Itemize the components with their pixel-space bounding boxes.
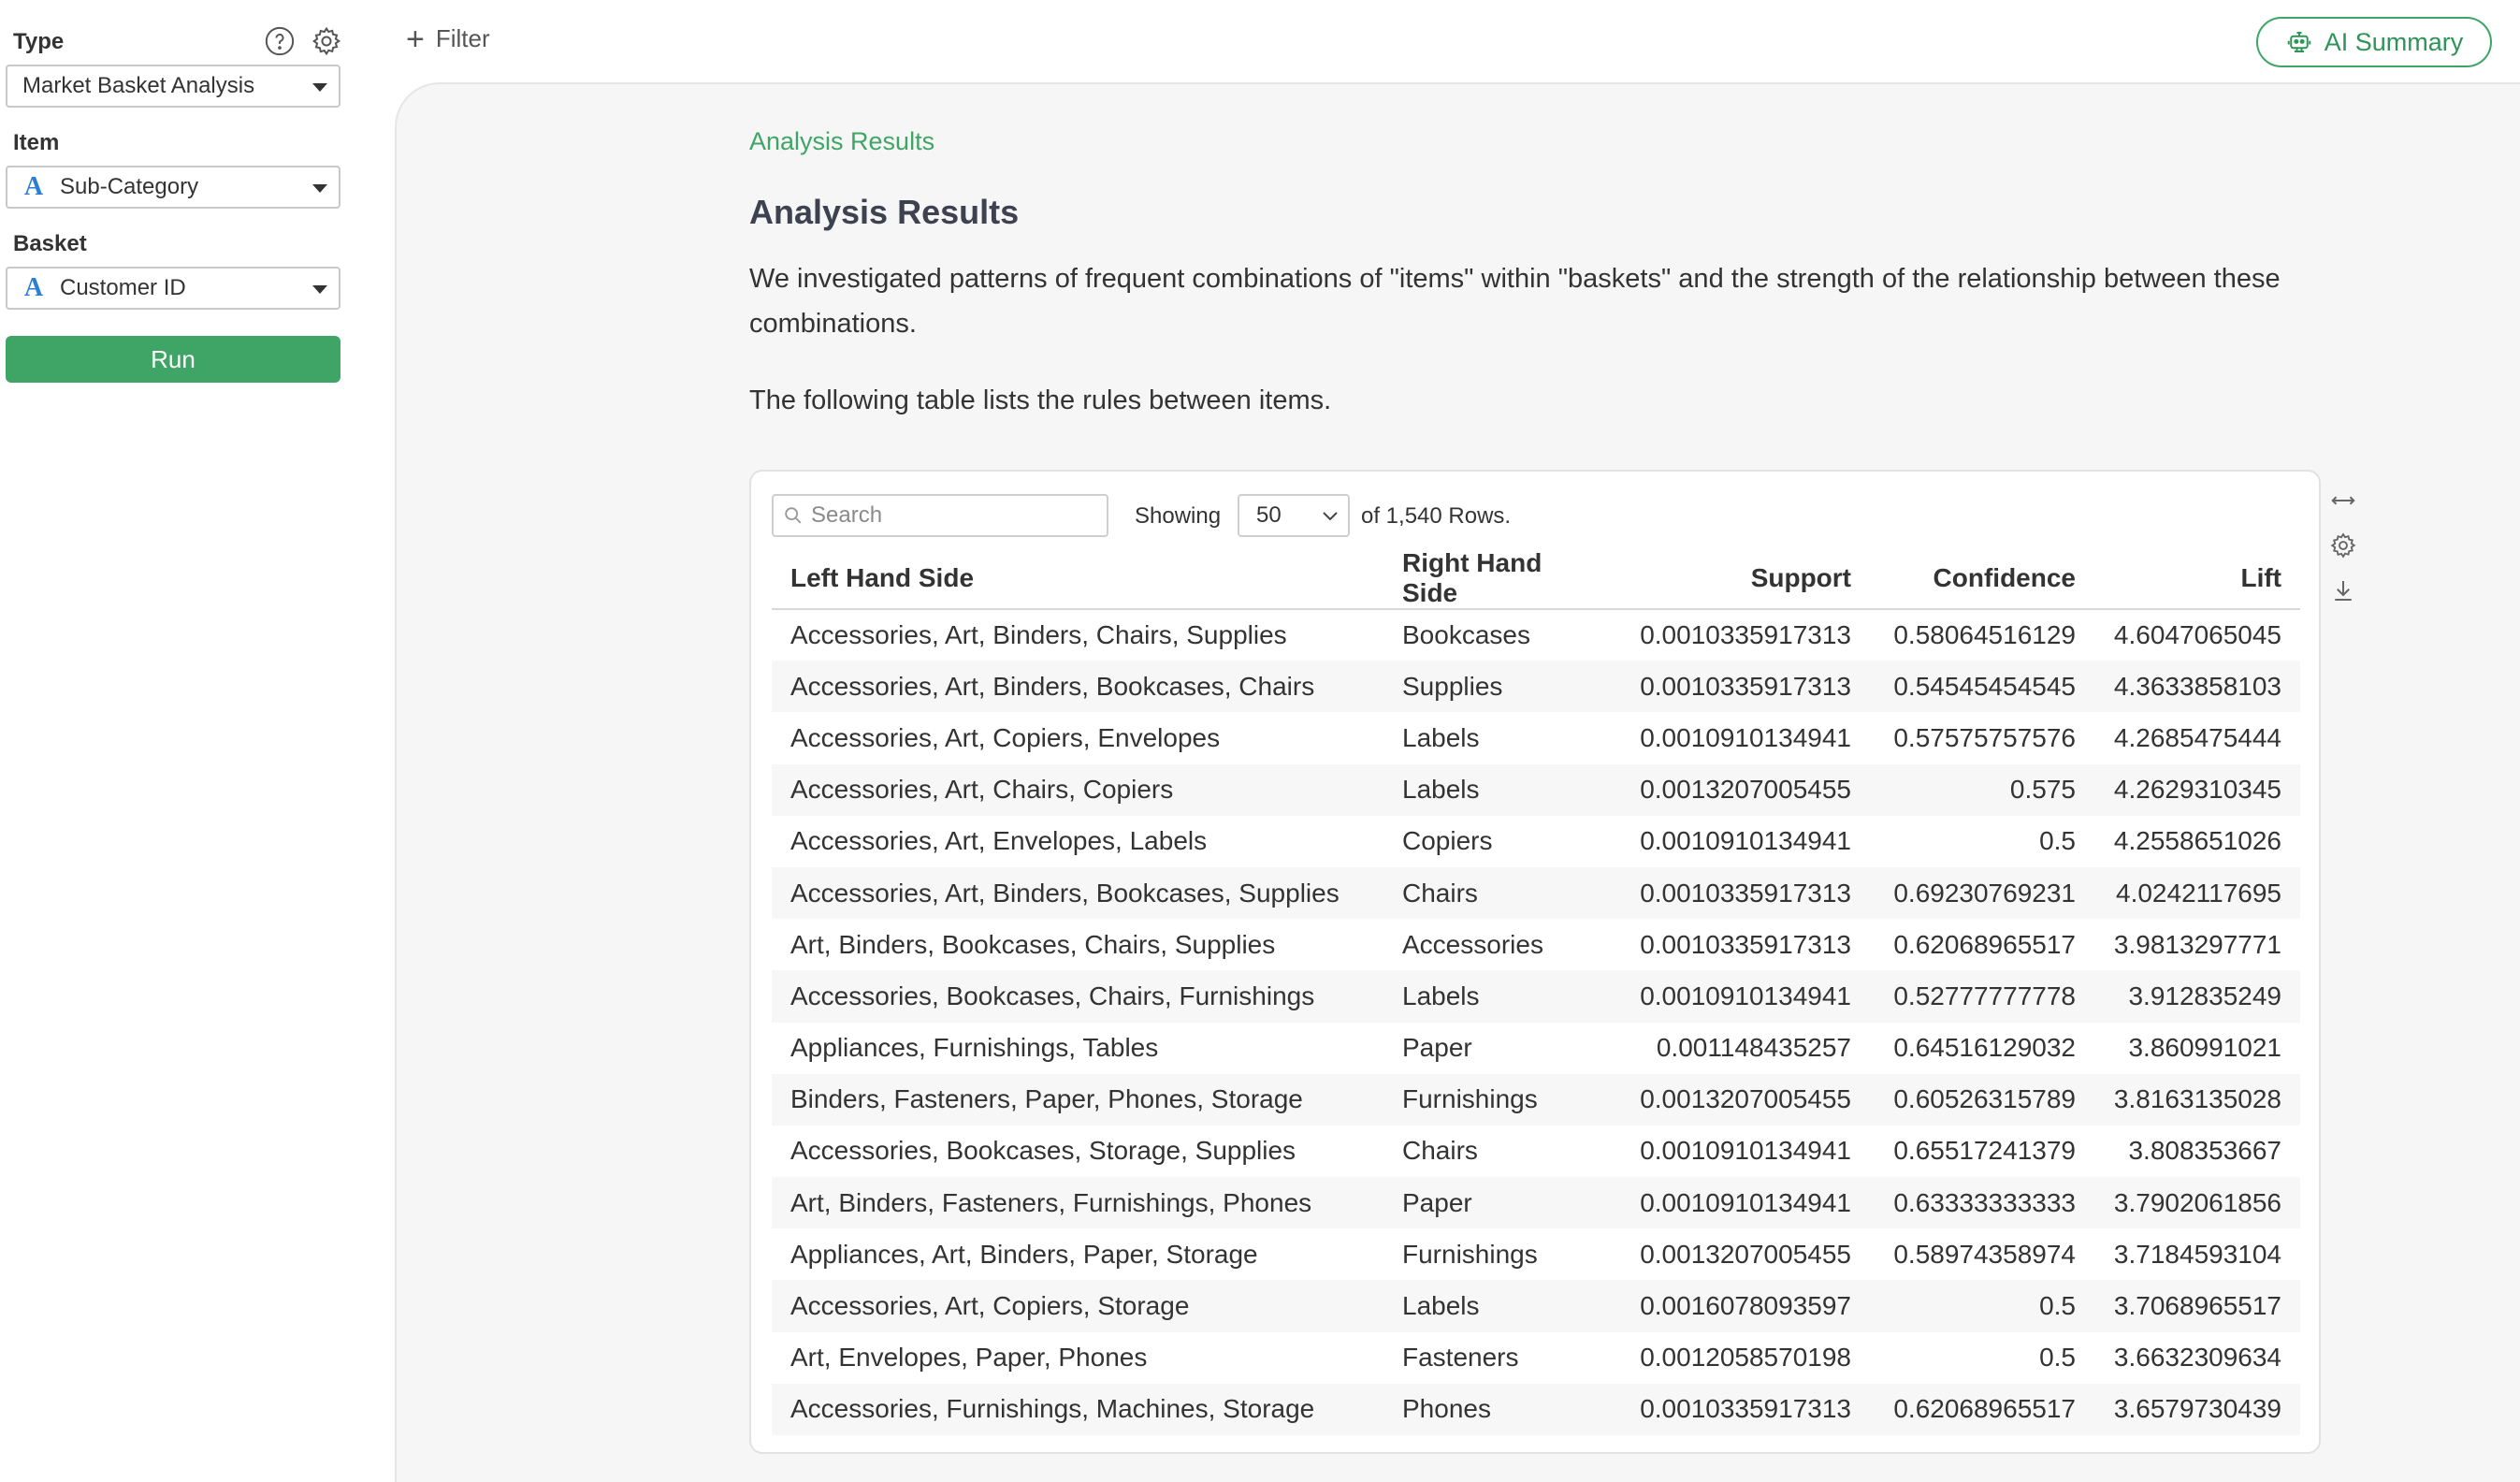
- table-row[interactable]: [772, 867, 2300, 919]
- cell-support: 0.0010910134941: [1640, 722, 1851, 752]
- cell-lhs: Art, Binders, Bookcases, Chairs, Supplies: [790, 929, 1276, 959]
- cell-confidence: 0.575: [1870, 764, 2094, 816]
- cell-confidence: 0.65517241379: [1893, 1136, 2076, 1166]
- cell-lhs: Accessories, Art, Binders, Bookcases, Chairs: [772, 661, 1383, 712]
- page-size-select[interactable]: [1238, 494, 1350, 537]
- cell-rhs: Furnishings: [1383, 1074, 1617, 1126]
- settings-sidebar: [0, 0, 393, 1482]
- cell-confidence: 0.62068965517: [1870, 1384, 2094, 1435]
- cell-support: 0.0010335917313: [1617, 661, 1870, 712]
- cell-confidence: 0.5: [2039, 826, 2076, 856]
- cell-lift: 3.6579730439: [2094, 1384, 2300, 1435]
- item-column-select[interactable]: [6, 166, 340, 209]
- cell-lhs: Accessories, Bookcases, Storage, Supplies: [790, 1136, 1296, 1166]
- cell-confidence: 0.63333333333: [1870, 1177, 2094, 1228]
- cell-lhs: Binders, Fasteners, Paper, Phones, Storage: [772, 1074, 1383, 1126]
- cell-support: 0.0010335917313: [1617, 867, 1870, 919]
- ai-summary-button[interactable]: [2256, 17, 2492, 67]
- analysis-type-select[interactable]: [6, 65, 340, 108]
- table-row[interactable]: [772, 1228, 2300, 1280]
- table-description: The following table lists the rules between items.: [749, 385, 1332, 415]
- cell-rhs: Labels: [1383, 970, 1617, 1022]
- table-row[interactable]: [772, 1384, 2300, 1435]
- cell-support: 0.0010335917313: [1640, 620, 1851, 650]
- robot-icon: [2285, 28, 2313, 56]
- table-search[interactable]: [772, 494, 1108, 537]
- column-header-lift[interactable]: Lift: [2094, 548, 2300, 609]
- cell-lhs: Accessories, Art, Binders, Chairs, Supplies: [790, 620, 1287, 650]
- table-row[interactable]: [772, 764, 2300, 816]
- chevron-down-icon: [312, 184, 327, 193]
- cell-rhs: Furnishings: [1402, 1239, 1538, 1269]
- help-circle-icon[interactable]: [264, 25, 296, 57]
- sidebar-header-icons: [264, 25, 342, 57]
- cell-lift: 3.9813297771: [2113, 929, 2281, 959]
- chevron-down-icon: [312, 83, 327, 92]
- cell-lift: 3.7184593104: [2113, 1239, 2281, 1269]
- cell-confidence: 0.64516129032: [1893, 1033, 2076, 1063]
- item-label: Item: [13, 130, 60, 155]
- cell-support: 0.0013207005455: [1617, 764, 1870, 816]
- text-column-type-icon: A: [23, 273, 44, 302]
- page-title: Analysis Results: [749, 193, 1020, 231]
- table-row[interactable]: [772, 1023, 2300, 1074]
- column-header-rhs[interactable]: Right Hand Side: [1383, 548, 1617, 609]
- run-button[interactable]: Run: [6, 336, 340, 383]
- search-input[interactable]: [811, 502, 1092, 529]
- add-filter-button[interactable]: [406, 21, 490, 57]
- breadcrumb[interactable]: Analysis Results: [749, 127, 935, 155]
- cell-confidence: 0.58974358974: [1893, 1239, 2076, 1269]
- cell-rhs: Chairs: [1383, 867, 1617, 919]
- type-label: Type: [13, 29, 65, 54]
- basket-column-select[interactable]: [6, 267, 340, 310]
- search-icon: [783, 505, 804, 526]
- gear-icon[interactable]: [2329, 531, 2357, 559]
- cell-lift: 3.6632309634: [2113, 1343, 2281, 1373]
- cell-lift: 4.2629310345: [2094, 764, 2300, 816]
- page-size-value: 50: [1256, 502, 1282, 528]
- cell-lift: 3.860991021: [2128, 1033, 2281, 1063]
- cell-lhs: Accessories, Art, Binders, Bookcases, Supplies: [772, 867, 1383, 919]
- cell-lift: 3.912835249: [2094, 970, 2300, 1022]
- expand-horizontal-icon[interactable]: [2329, 487, 2357, 515]
- cell-lift: 4.2685475444: [2113, 722, 2281, 752]
- cell-lhs: Accessories, Art, Copiers, Storage: [772, 1280, 1383, 1331]
- row-count-info: of 1,540 Rows.: [1361, 503, 1512, 529]
- cell-lift: 3.8163135028: [2094, 1074, 2300, 1126]
- cell-support: 0.0010910134941: [1640, 1136, 1851, 1166]
- cell-support: 0.0013207005455: [1640, 1239, 1851, 1269]
- cell-support: 0.0012058570198: [1640, 1343, 1851, 1373]
- cell-support: 0.0013207005455: [1617, 1074, 1870, 1126]
- cell-lhs: Accessories, Art, Envelopes, Labels: [790, 826, 1208, 856]
- chevron-down-icon: [312, 285, 327, 294]
- cell-confidence: 0.54545454545: [1870, 661, 2094, 712]
- table-row[interactable]: [772, 661, 2300, 712]
- cell-rhs: Paper: [1383, 1177, 1617, 1228]
- column-header-confidence[interactable]: Confidence: [1870, 548, 2094, 609]
- analysis-description: We investigated patterns of frequent combinations of "items" within "baskets" and the strength of the relationship between these combinations.: [749, 264, 2281, 339]
- cell-rhs: Fasteners: [1402, 1343, 1519, 1373]
- table-header-row: [772, 548, 2300, 609]
- showing-label: Showing: [1135, 503, 1222, 529]
- text-column-type-icon: A: [23, 172, 44, 201]
- cell-lift: 4.6047065045: [2113, 620, 2281, 650]
- cell-confidence: 0.5: [2039, 1343, 2076, 1373]
- cell-support: 0.0010335917313: [1640, 929, 1851, 959]
- cell-confidence: 0.58064516129: [1893, 620, 2076, 650]
- table-row[interactable]: [772, 609, 2300, 661]
- download-icon[interactable]: [2329, 576, 2357, 604]
- cell-confidence: 0.60526315789: [1870, 1074, 2094, 1126]
- cell-support: 0.001148435257: [1656, 1033, 1851, 1063]
- cell-rhs: Supplies: [1383, 661, 1617, 712]
- rules-table-body: [772, 609, 2300, 1435]
- cell-lhs: Appliances, Art, Binders, Paper, Storage: [790, 1239, 1258, 1269]
- cell-support: 0.0010335917313: [1617, 1384, 1870, 1435]
- cell-support: 0.0016078093597: [1617, 1280, 1870, 1331]
- rules-table: [772, 548, 2300, 1435]
- table-row[interactable]: [772, 919, 2300, 970]
- table-row[interactable]: [772, 816, 2300, 867]
- gear-icon[interactable]: [311, 25, 342, 57]
- chevron-down-icon: [1322, 509, 1339, 522]
- column-header-lhs[interactable]: Left Hand Side: [772, 548, 1383, 609]
- cell-confidence: 0.5: [1870, 1280, 2094, 1331]
- table-row[interactable]: [772, 1126, 2300, 1177]
- cell-lift: 3.808353667: [2128, 1136, 2281, 1166]
- basket-column-value: Customer ID: [60, 275, 186, 300]
- table-side-tools: [2329, 487, 2357, 604]
- cell-rhs: Labels: [1383, 764, 1617, 816]
- cell-rhs: Bookcases: [1402, 620, 1530, 650]
- cell-confidence: 0.57575757576: [1893, 722, 2076, 752]
- table-row[interactable]: [772, 1074, 2300, 1126]
- cell-confidence: 0.62068965517: [1893, 929, 2076, 959]
- cell-lift: 4.2558651026: [2113, 826, 2281, 856]
- cell-rhs: Paper: [1402, 1033, 1472, 1063]
- cell-lhs: Art, Binders, Fasteners, Furnishings, Phones: [772, 1177, 1383, 1228]
- cell-lhs: Accessories, Furnishings, Machines, Storage: [772, 1384, 1383, 1435]
- cell-rhs: Phones: [1383, 1384, 1617, 1435]
- table-row[interactable]: [772, 1332, 2300, 1384]
- cell-rhs: Labels: [1402, 722, 1480, 752]
- cell-lhs: Accessories, Bookcases, Chairs, Furnishings: [772, 970, 1383, 1022]
- basket-label: Basket: [13, 231, 87, 256]
- table-row[interactable]: [772, 970, 2300, 1022]
- cell-support: 0.0010910134941: [1617, 970, 1870, 1022]
- cell-rhs: Labels: [1383, 1280, 1617, 1331]
- cell-lhs: Art, Envelopes, Paper, Phones: [790, 1343, 1148, 1373]
- table-row[interactable]: [772, 712, 2300, 763]
- filter-label: Filter: [435, 24, 490, 52]
- plus-icon: +: [406, 21, 425, 57]
- cell-rhs: Accessories: [1402, 929, 1543, 959]
- item-column-value: Sub-Category: [60, 174, 199, 199]
- table-row[interactable]: [772, 1280, 2300, 1331]
- cell-confidence: 0.52777777778: [1870, 970, 2094, 1022]
- cell-rhs: Chairs: [1402, 1136, 1478, 1166]
- cell-confidence: 0.69230769231: [1870, 867, 2094, 919]
- cell-lift: 3.7068965517: [2094, 1280, 2300, 1331]
- analysis-type-value: Market Basket Analysis: [22, 73, 255, 98]
- column-header-support[interactable]: Support: [1617, 548, 1870, 609]
- cell-lhs: Accessories, Art, Chairs, Copiers: [772, 764, 1383, 816]
- cell-lift: 4.0242117695: [2094, 867, 2300, 919]
- ai-summary-label: AI Summary: [2324, 27, 2464, 56]
- cell-support: 0.0010910134941: [1640, 826, 1851, 856]
- cell-rhs: Copiers: [1402, 826, 1493, 856]
- cell-lift: 3.7902061856: [2094, 1177, 2300, 1228]
- table-row[interactable]: [772, 1177, 2300, 1228]
- rules-table-card: [749, 470, 2321, 1454]
- cell-lhs: Appliances, Furnishings, Tables: [790, 1033, 1159, 1063]
- cell-lift: 4.3633858103: [2094, 661, 2300, 712]
- cell-lhs: Accessories, Art, Copiers, Envelopes: [790, 722, 1221, 752]
- cell-support: 0.0010910134941: [1617, 1177, 1870, 1228]
